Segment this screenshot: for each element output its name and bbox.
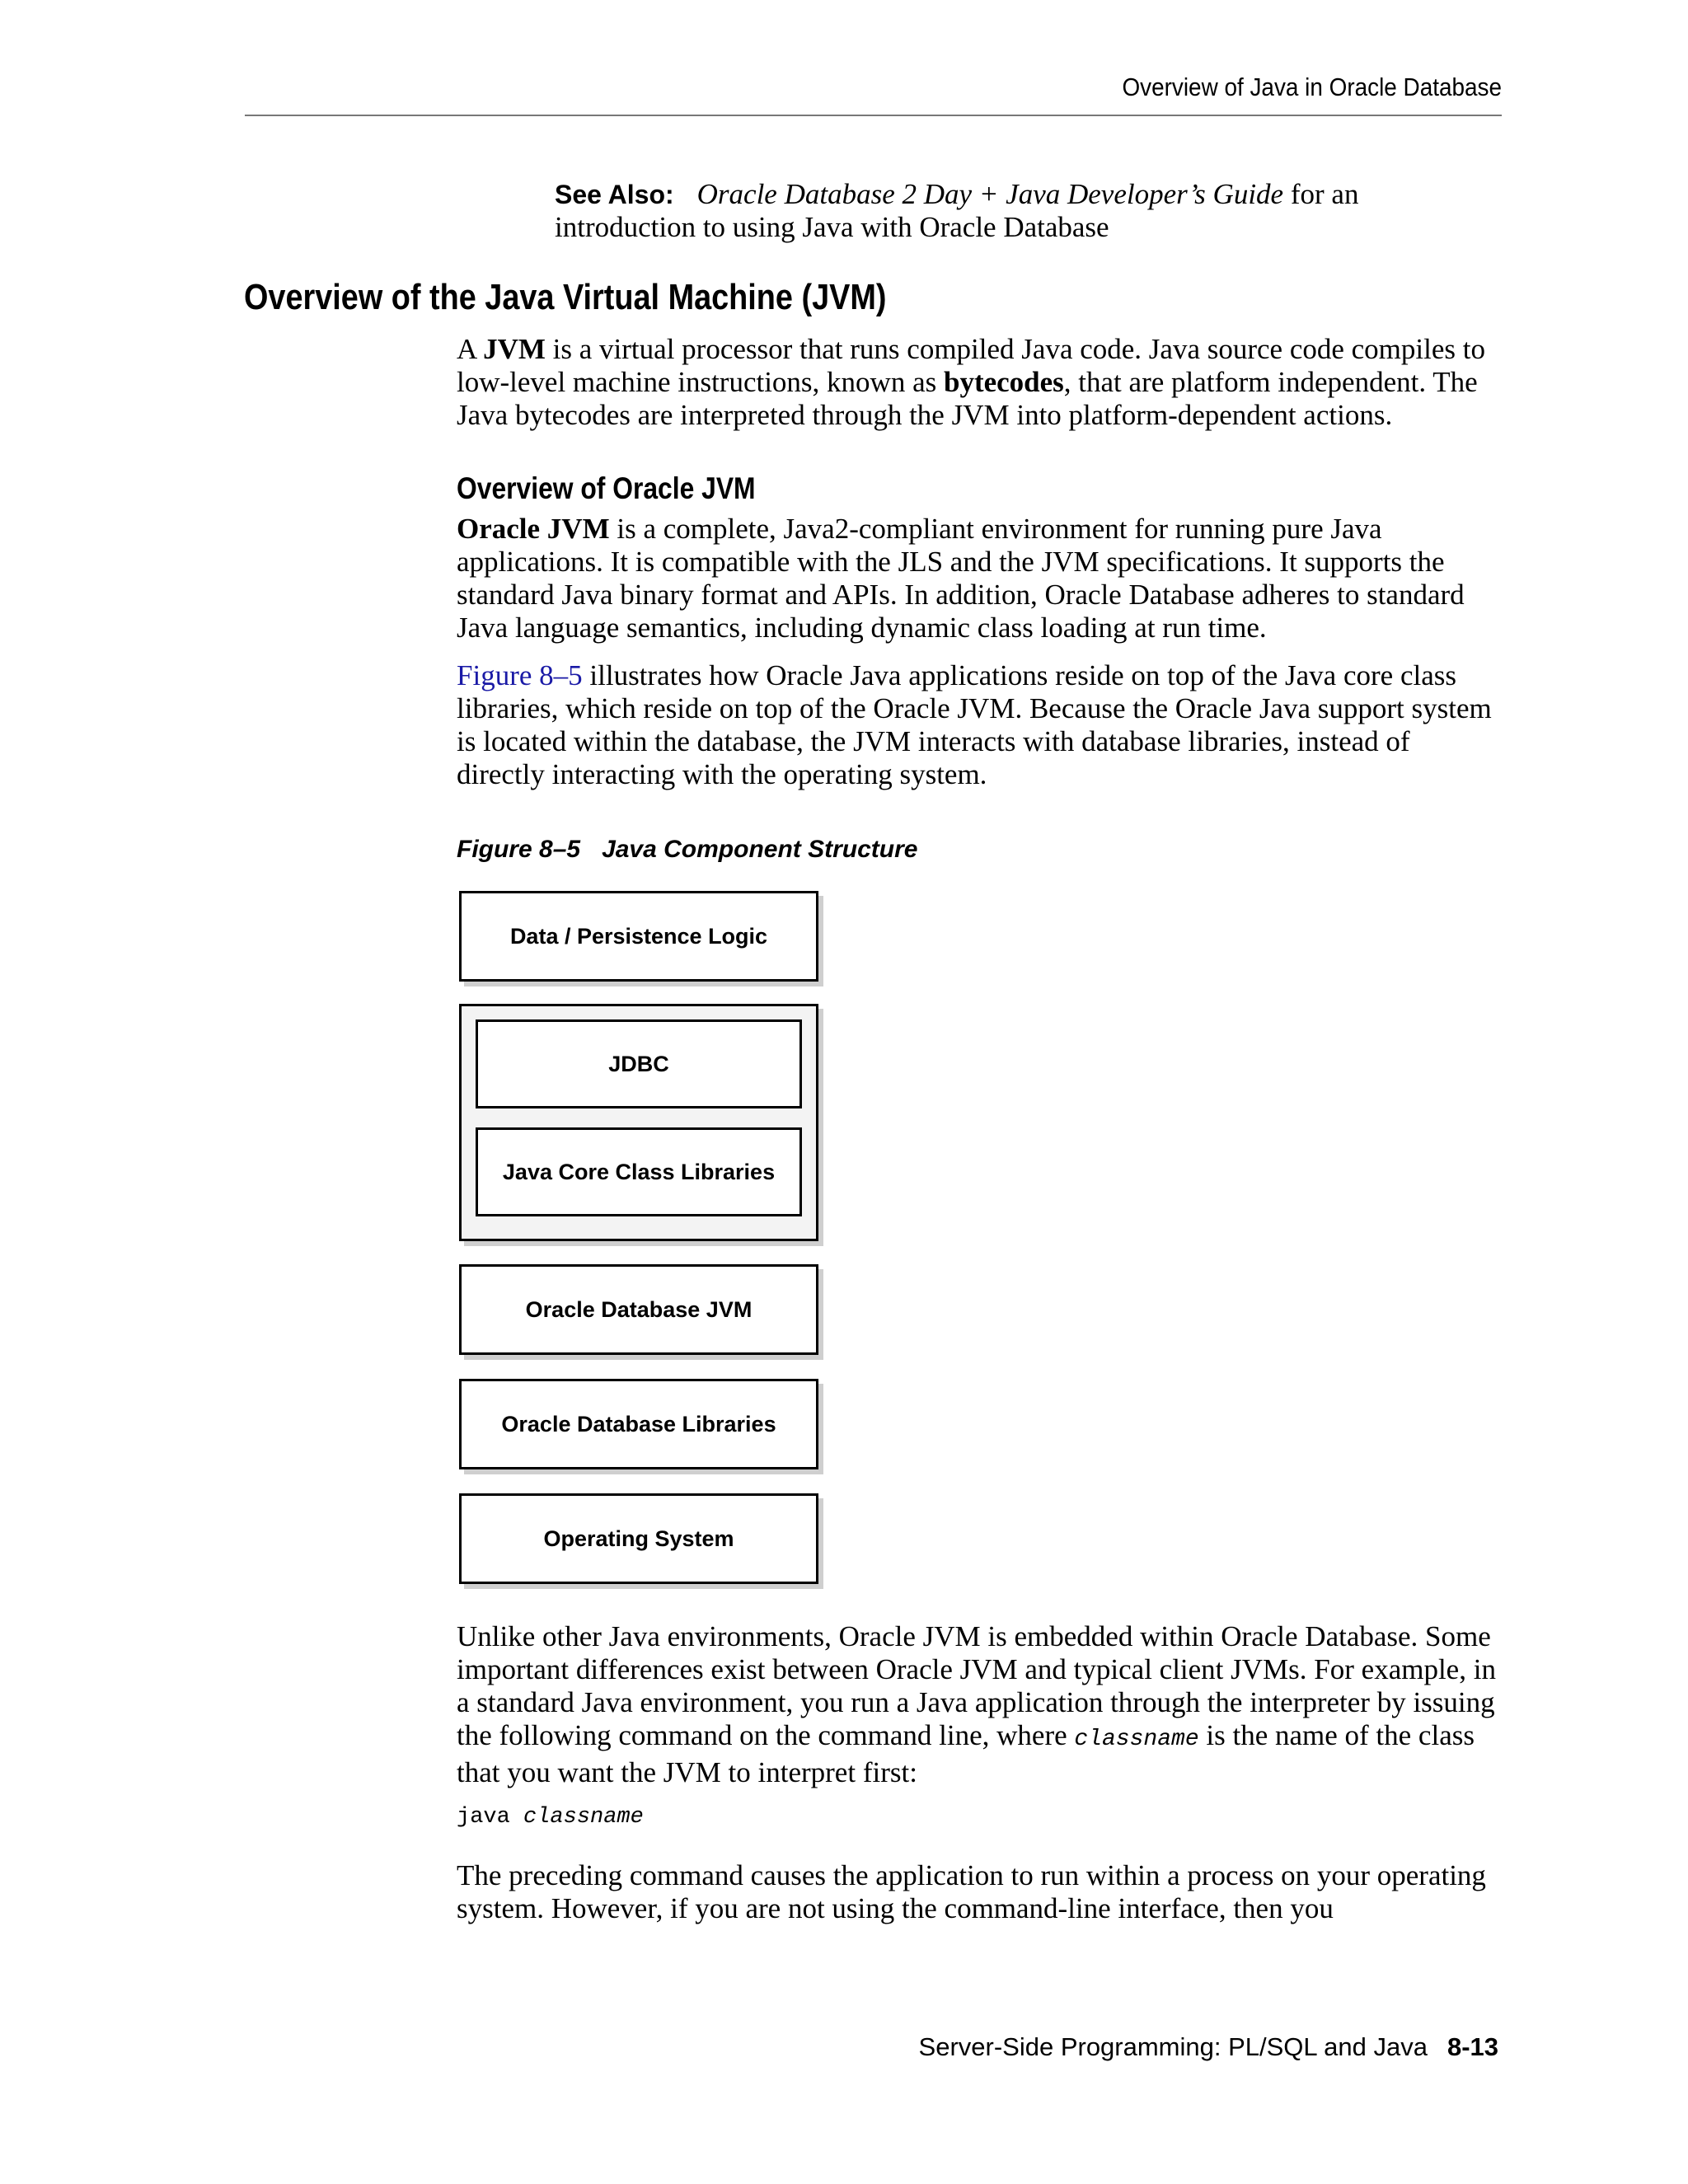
layer-data-persistence: Data / Persistence Logic: [459, 891, 818, 982]
text-run: is a complete, Java2-compliant environment for running pure Java applications. It is compatible with the JLS and the JVM specifications. It supports the standard Java binary format and APIs. In addition, Oracle Database adheres to standard Java language semantics, including dynamic class loading at run time.: [457, 513, 1465, 644]
code-command: java: [457, 1805, 524, 1830]
term-oracle-jvm: Oracle JVM: [457, 513, 610, 545]
layer-operating-system: Operating System: [459, 1493, 818, 1584]
running-header: Overview of Java in Oracle Database: [1122, 73, 1502, 101]
see-also-book-title[interactable]: Oracle Database 2 Day + Java Developer’s Guide: [696, 178, 1284, 210]
page-number: 8-13: [1447, 2032, 1498, 2061]
layer-java-core-libraries: Java Core Class Libraries: [476, 1127, 802, 1216]
text-run: is a virtual processor that runs compiled Java code. Java source code compiles to low-level machine instructions, known as: [457, 333, 1485, 398]
term-jvm: JVM: [483, 333, 546, 365]
layer-jdbc: JDBC: [476, 1019, 802, 1108]
see-also-text: for an: [1283, 178, 1359, 210]
layer-group-java-libraries: [459, 1004, 818, 1241]
after-figure-paragraph: [457, 1620, 1505, 1789]
figure-link[interactable]: Figure 8–5: [457, 659, 583, 691]
subsection-heading: Overview of Oracle JVM: [457, 471, 756, 505]
header-rule: [245, 115, 1502, 116]
text-run: Unlike other Java environments, Oracle JVM is embedded within Oracle Database. Some important differences exist between Oracle JVM and typical client JVMs. For example, in a standard Java environment, you run a Java application through the interpreter by issuing the following command on the command line, where: [457, 1620, 1496, 1751]
page-footer: [0, 2032, 1498, 2062]
footer-book-title: Server-Side Programming: PL/SQL and Java: [918, 2032, 1428, 2061]
jvm-intro-paragraph: [457, 333, 1505, 432]
layer-oracle-libraries: Oracle Database Libraries: [459, 1379, 818, 1469]
code-example: [457, 1805, 644, 1830]
figure-title: Java Component Structure: [602, 836, 918, 863]
see-also-text-line2: introduction to using Java with Oracle Database: [555, 211, 1109, 243]
text-run: is the name of the class that you want the JVM to interpret first:: [457, 1719, 1475, 1788]
figure-reference-paragraph: [457, 659, 1505, 791]
section-heading: Overview of the Java Virtual Machine (JVM): [244, 277, 887, 317]
text-run: A: [457, 333, 484, 365]
text-run: , that are platform independent. The Java bytecodes are interpreted through the JVM into platform-dependent actions.: [457, 366, 1478, 431]
final-paragraph: The preceding command causes the application to run within a process on your operating system. However, if you are not using the command-line interface, then you: [457, 1859, 1486, 1924]
code-argument: classname: [523, 1805, 644, 1830]
figure-caption: [457, 836, 917, 864]
term-bytecodes: bytecodes: [943, 366, 1064, 398]
inline-code: classname: [1074, 1727, 1199, 1752]
layer-oracle-jvm: Oracle Database JVM: [459, 1264, 818, 1355]
see-also-note: [555, 178, 1395, 244]
text-run: illustrates how Oracle Java applications reside on top of the Java core class libraries, which reside on top of the Oracle JVM. Because the Oracle Java support system is located within the database, the JVM interacts with database libraries, instead of directly interacting with the operating system.: [457, 659, 1492, 790]
see-also-label: See Also:: [555, 180, 674, 209]
figure-number: Figure 8–5: [457, 836, 581, 863]
oracle-jvm-paragraph: [457, 513, 1505, 644]
